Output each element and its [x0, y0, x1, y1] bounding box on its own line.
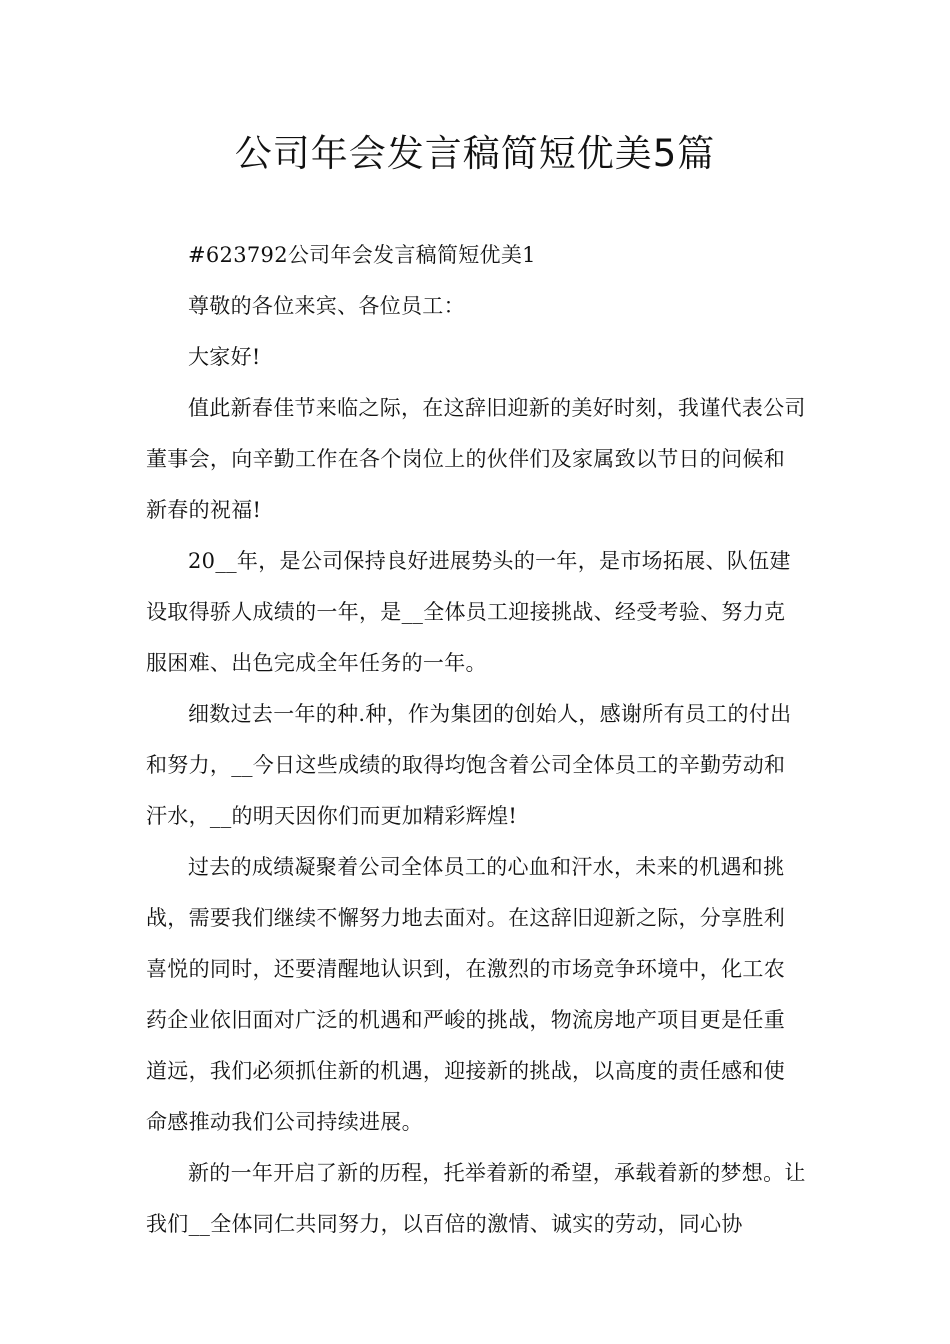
- paragraph-salutation: 尊敬的各位来宾、各位员工：: [188, 294, 465, 318]
- paragraph: 细数过去一年的种.种，作为集团的创始人，感谢所有员工的付出和努力，__今日这些成绩的取得均饱含着公司全体员工的辛勤劳动和汗水，__的明天因你们而更加精彩辉煌!: [146, 702, 792, 828]
- paragraph-greeting: 大家好!: [188, 345, 261, 369]
- paragraph-heading: #623792公司年会发言稿简短优美1: [188, 243, 536, 267]
- paragraph: 过去的成绩凝聚着公司全体员工的心血和汗水，未来的机遇和挑战，需要我们继续不懈努力地去面对。在这辞旧迎新之际，分享胜利喜悦的同时，还要清醒地认识到，在激烈的市场竞争环境中，化工农药企业依旧面对广泛的机遇和严峻的挑战，物流房地产项目更是任重道远，我们必须抓住新的机遇，迎接新的挑战，以高度的责任感和使命感推动我们公司持续进展。: [146, 855, 785, 1134]
- paragraph: 值此新春佳节来临之际，在这辞旧迎新的美好时刻，我谨代表公司董事会，向辛勤工作在各个岗位上的伙伴们及家属致以节日的问候和新春的祝福!: [146, 396, 806, 522]
- document-title: 公司年会发言稿简短优美5篇: [234, 132, 716, 175]
- paragraph: 新的一年开启了新的历程，托举着新的希望，承载着新的梦想。让我们__全体同仁共同努力，以百倍的激情、诚实的劳动，同心协: [146, 1161, 806, 1236]
- paragraph: 20__年，是公司保持良好进展势头的一年，是市场拓展、队伍建设取得骄人成绩的一年，是__全体员工迎接挑战、经受考验、努力克服困难、出色完成全年任务的一年。: [146, 549, 791, 675]
- document-body: [146, 230, 806, 1250]
